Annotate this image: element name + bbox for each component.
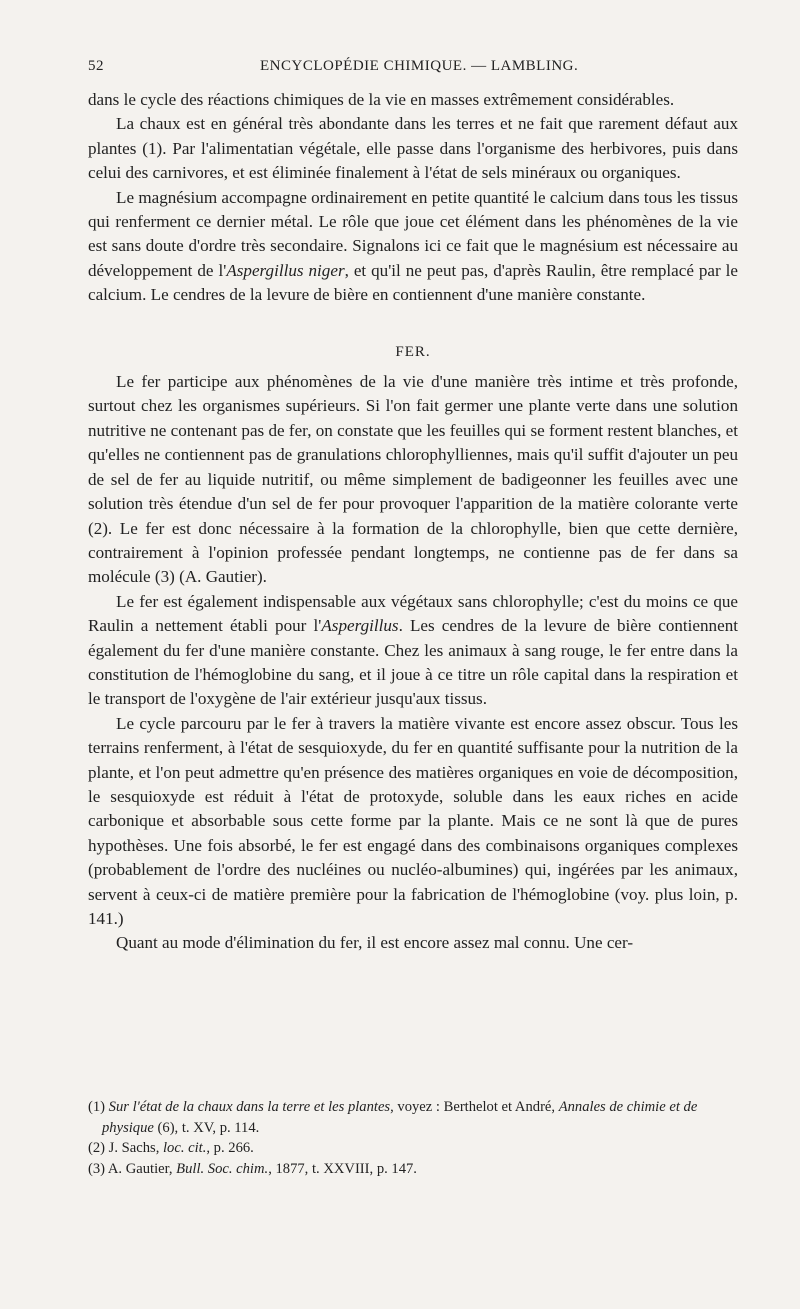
- text-run: Le fer est également indispensable aux végétaux sans chlorophylle; c'est du moins ce que Raulin a nettement établi pour l': [88, 591, 738, 636]
- paragraph-fer-cycle: Le cycle parcouru par le fer à travers la matière vivante est encore assez obscur. Tous les terrains renferment, à l'état de sesquioxyde, du fer en quantité suffisante pour la nutrition de la plante, et l'on peut admettre qu'en présence des matières organiques en voie de décomposition, le sesquioxyde est réduit à l'état de protoxyde, soluble dans les eaux riches en acide carbonique et absorbable sous cette forme par la plante. Mais ce ne sont là que de pures hypothèses. Une fois absorbé, le fer est engagé dans des combinaisons organiques complexes (probablement de l'ordre des nucléines ou nucléo-albumines) qui, ingérées par les animaux, servent à ceux-ci de matière première pour la fabrication de l'hémoglobine (voy. plus loin, p. 141.): [88, 713, 738, 928]
- footnote-text: (3) A. Gautier,: [88, 1160, 177, 1177]
- text-run: , et qu'il ne peut pas, d'après Raulin, être remplacé par le calcium. Le cendres de la levure de bière en contiennent d'une manière constante.: [88, 260, 738, 305]
- italic-term: Aspergillus: [321, 616, 399, 636]
- paragraph-magnesium: [88, 186, 738, 308]
- footnote-text: (6), t. XV, p. 114.: [153, 1119, 260, 1136]
- paragraph-continuation: dans le cycle des réactions chimiques de la vie en masses extrêmement considérables.: [88, 90, 675, 109]
- footnote-text: , voyez : Berthelot et André,: [390, 1099, 559, 1115]
- italic-term: Aspergillus niger: [226, 260, 345, 280]
- footnote-1: [88, 1097, 738, 1138]
- footnote-italic: Bull. Soc. chim.: [176, 1160, 269, 1177]
- footnotes: [88, 1097, 738, 1179]
- section-title: FER.: [395, 343, 431, 360]
- paragraph-fer-vegetaux: [88, 590, 738, 712]
- text-run: Le magnésium accompagne ordinairement en petite quantité le calcium dans tous les tissus qui renferment ce dernier métal. Le rôle que joue cet élément dans les phénomènes de la vie est sans doute d'ordre très secondaire. Signalons ici ce fait que le magnésium est nécessaire au développement de l': [88, 187, 738, 280]
- footnote-text: (2) J. Sachs,: [88, 1140, 163, 1156]
- page-number: 52: [88, 58, 104, 74]
- text-run: . Les cendres de la levure de bière contiennent également du fer d'une manière constante. Chez les animaux à sang rouge, le fer entre dans la constitution de l'hémoglobine du sang, et il joue à ce titre un rôle capital dans la respiration et le transport de l'oxygène de l'air extérieur jusqu'aux tissus.: [88, 616, 738, 709]
- footnote-2: [88, 1138, 738, 1159]
- footnote-text: , p. 266.: [206, 1140, 254, 1156]
- page-header: [88, 58, 738, 88]
- running-title: ENCYCLOPÉDIE CHIMIQUE. — LAMBLING.: [260, 58, 579, 74]
- footnote-italic: Sur l'état de la chaux dans la terre et les plantes: [108, 1099, 391, 1115]
- paragraph-fer-intro: Le fer participe aux phénomènes de la vie d'une manière très intime et très profonde, surtout chez les organismes supérieurs. Si l'on fait germer une plante verte dans une solution nutritive ne contenant pas de fer, on constate que les feuilles qui se forment restent blanches, et qu'elles ne contiennent pas de granulations chlorophylliennes, mais qu'il suffit d'ajouter un peu de sel de fer au liquide nutritif, ou même simplement de badigeonner les feuilles avec une solution très étendue d'un sel de fer pour provoquer l'apparition de la matière colorante verte (2). Le fer est donc nécessaire à la formation de la chlorophylle, bien que cette dernière, contrairement à l'opinion professée pendant longtemps, ne contienne pas de fer dans sa molécule (3) (A. Gautier).: [88, 372, 738, 587]
- footnote-italic: loc. cit.: [163, 1140, 207, 1156]
- footnote-3: [88, 1159, 738, 1180]
- footnote-text: (1): [88, 1099, 109, 1115]
- footnote-italic: Annales de chimie et de physique: [102, 1099, 698, 1136]
- paragraph-chaux: La chaux est en général très abondante dans les terres et ne fait que rarement défaut aux plantes (1). Par l'alimentatian végétale, elle passe dans l'organisme des herbivores, puis dans celui des carnivores, et est éliminée finalement à l'état de sels minéraux ou organiques.: [88, 114, 738, 183]
- footnote-text: , 1877, t. XXVIII, p. 147.: [268, 1160, 417, 1177]
- paragraph-fer-elimination: Quant au mode d'élimination du fer, il est encore assez mal connu. Une cer-: [116, 933, 634, 953]
- page-body: [88, 88, 738, 956]
